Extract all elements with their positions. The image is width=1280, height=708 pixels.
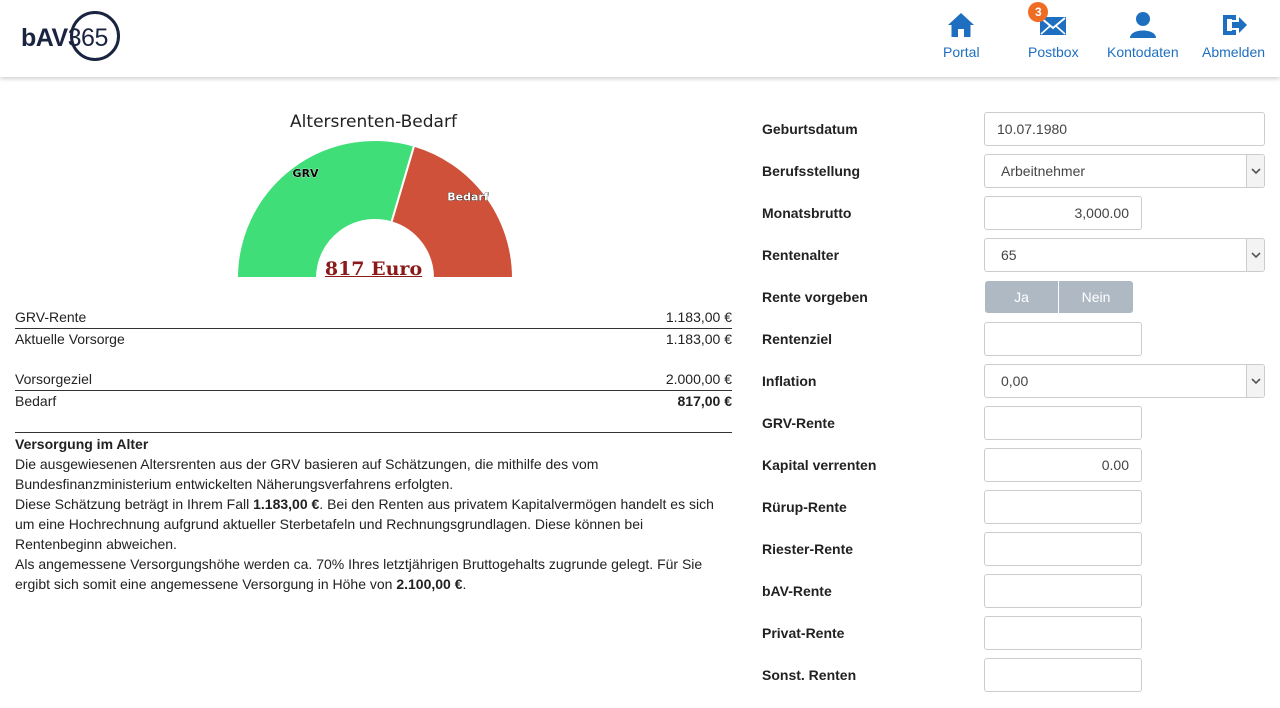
nav-abmelden-label: Abmelden xyxy=(1202,44,1266,60)
summary-label: Aktuelle Vorsorge xyxy=(15,331,125,347)
summary-row-vorsorge xyxy=(15,328,732,350)
chevron-down-icon xyxy=(1246,239,1264,271)
berufsstellung-value: Arbeitnehmer xyxy=(1001,163,1086,179)
rentenalter-value: 65 xyxy=(1001,247,1017,263)
inflation-value: 0,00 xyxy=(1001,373,1029,389)
chevron-down-icon xyxy=(1246,365,1264,397)
nav-postbox-label: Postbox xyxy=(1028,44,1079,60)
label-grv-rente: GRV-Rente xyxy=(762,415,835,431)
label-rentenziel: Rentenziel xyxy=(762,331,833,347)
top-header xyxy=(0,0,1280,77)
inflation-select[interactable] xyxy=(984,364,1265,398)
gauge-label-bedarf: Bedarf xyxy=(447,190,489,204)
geburtsdatum-input[interactable]: 10.07.1980 xyxy=(984,112,1265,146)
logo-text: bAV365 xyxy=(21,24,108,52)
summary-label: Vorsorgeziel xyxy=(15,371,93,387)
grv-rente-input[interactable] xyxy=(984,406,1142,440)
toggle-nein-button[interactable]: Nein xyxy=(1059,281,1133,313)
label-geburtsdatum: Geburtsdatum xyxy=(762,121,858,137)
label-rente-vorgeben: Rente vorgeben xyxy=(762,289,868,305)
nav-kontodaten[interactable] xyxy=(1107,10,1179,66)
label-sonst-renten: Sonst. Renten xyxy=(762,667,857,683)
summary-row-vorsorgeziel xyxy=(15,368,732,390)
label-kapital-verrenten: Kapital verrenten xyxy=(762,457,877,473)
chart-title: Altersrenten-Bedarf xyxy=(290,112,457,132)
gauge-center-value[interactable]: 817 Euro xyxy=(324,258,423,280)
note-paragraph-1: Die ausgewiesenen Altersrenten aus der GRV basieren auf Schätzungen, die mithilfe des vom Bundesfinanzministerium entwickelten Näherungsverfahrens erfolgten. xyxy=(15,456,599,492)
logo-ring xyxy=(70,11,120,61)
nav-postbox[interactable] xyxy=(1028,5,1079,66)
monatsbrutto-input[interactable]: 3,000.00 xyxy=(984,196,1142,230)
label-privat-rente: Privat-Rente xyxy=(762,625,845,641)
summary-row-bedarf xyxy=(15,390,732,412)
label-berufsstellung: Berufsstellung xyxy=(762,163,861,179)
mail-icon xyxy=(1034,5,1068,40)
bav365-logo[interactable] xyxy=(21,11,121,63)
retirement-note xyxy=(15,434,732,594)
label-riester-rente: Riester-Rente xyxy=(762,541,854,557)
label-inflation: Inflation xyxy=(762,373,817,389)
riester-rente-input[interactable] xyxy=(984,532,1142,566)
label-rentenalter: Rentenalter xyxy=(762,247,840,263)
rentenziel-input[interactable] xyxy=(984,322,1142,356)
bav-rente-input[interactable] xyxy=(984,574,1142,608)
summary-value: 2.000,00 € xyxy=(665,371,732,387)
note-paragraph-2: Diese Schätzung beträgt in Ihrem Fall 1.183,00 €. Bei den Renten aus privatem Kapitalvermögen handelt es sich um eine Hochrechnung aufgrund aktueller Sterbetafeln und Rechnungsgrundlagen. Diese können bei Rentenbeginn abweichen. xyxy=(15,496,714,552)
summary-label: Bedarf xyxy=(15,393,57,409)
note-paragraph-3: Als angemessene Versorgungshöhe werden ca. 70% Ihres letztjährigen Bruttogehalts zugrunde gelegt. Für Sie ergibt sich somit eine angemessene Versorgung in Höhe von 2.100,00 €. xyxy=(15,556,703,592)
summary-value: 817,00 € xyxy=(677,393,732,409)
label-bav-rente: bAV-Rente xyxy=(762,583,832,599)
label-monatsbrutto: Monatsbrutto xyxy=(762,205,852,221)
nav-abmelden[interactable] xyxy=(1202,10,1265,66)
nav-portal-label: Portal xyxy=(943,44,980,60)
sonst-renten-input[interactable] xyxy=(984,658,1142,692)
summary-value: 1.183,00 € xyxy=(665,331,732,347)
note-title: Versorgung im Alter xyxy=(15,436,149,452)
toggle-ja-button[interactable]: Ja xyxy=(985,281,1059,313)
summary-value: 1.183,00 € xyxy=(665,309,732,325)
rentenalter-select[interactable] xyxy=(984,238,1265,272)
nav-portal[interactable] xyxy=(943,10,980,66)
summary-label: GRV-Rente xyxy=(15,309,87,325)
user-icon xyxy=(1128,10,1158,40)
summary-row-grv xyxy=(15,306,732,328)
berufsstellung-select[interactable] xyxy=(984,154,1265,188)
rente-vorgeben-toggle xyxy=(985,281,1133,313)
nav-kontodaten-label: Kontodaten xyxy=(1107,44,1179,60)
home-icon xyxy=(946,10,976,40)
label-ruerup-rente: Rürup-Rente xyxy=(762,499,847,515)
gauge-label-grv: GRV xyxy=(292,167,319,181)
chevron-down-icon xyxy=(1246,155,1264,187)
postbox-badge: 3 xyxy=(1028,2,1048,22)
note-divider xyxy=(15,432,732,433)
ruerup-rente-input[interactable] xyxy=(984,490,1142,524)
kapital-verrenten-input[interactable]: 0.00 xyxy=(984,448,1142,482)
logout-icon xyxy=(1219,10,1249,40)
privat-rente-input[interactable] xyxy=(984,616,1142,650)
